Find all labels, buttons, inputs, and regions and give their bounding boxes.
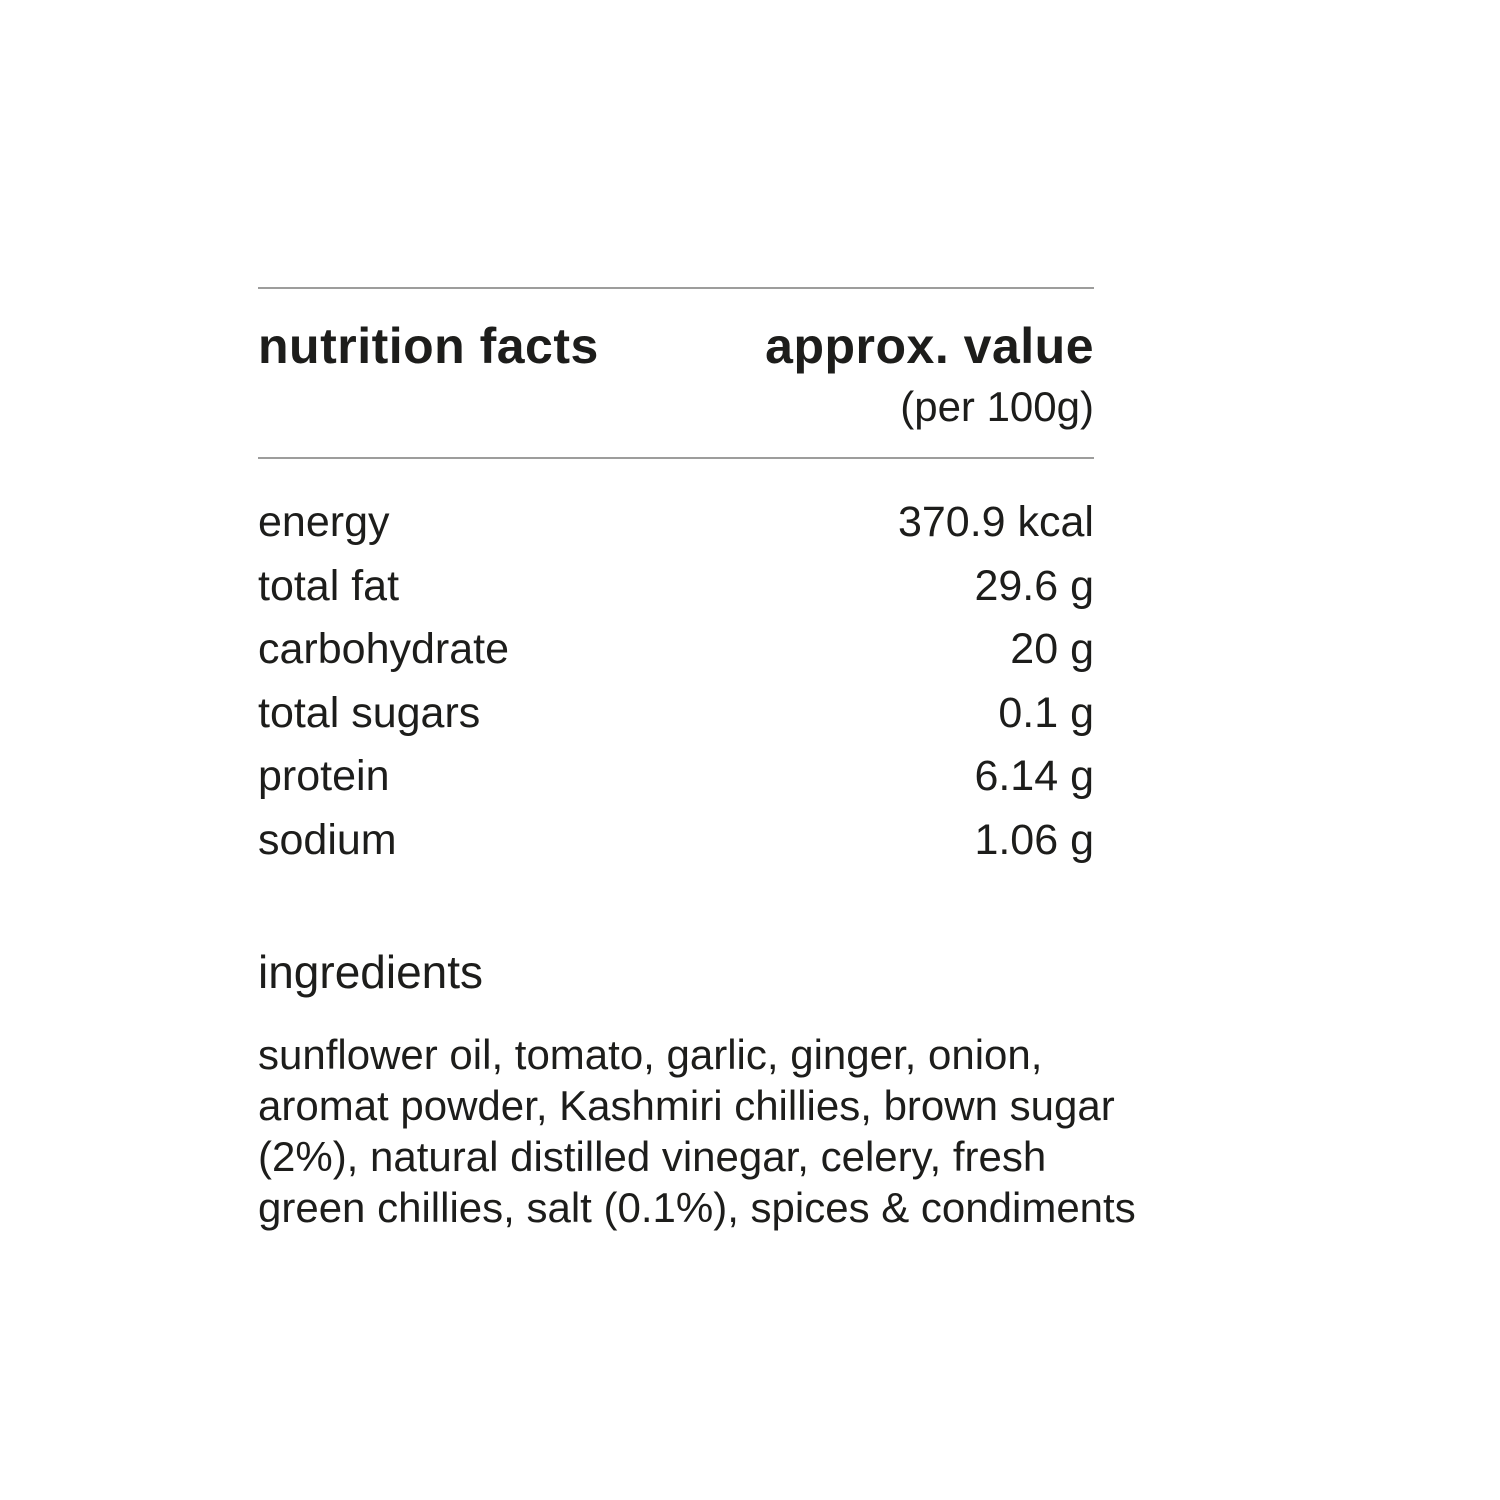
per-100g-subtitle: (per 100g) [900,383,1094,430]
nutrient-label-sodium: sodium [258,815,397,864]
table-row [258,816,1094,880]
ingredients-line: aromat powder, Kashmiri chillies, brown sugar [258,1082,1115,1129]
nutrient-value-carbohydrate: 20 g [1010,625,1094,673]
nutrient-value-protein: 6.14 g [974,752,1094,800]
nutrient-value-total-sugars: 0.1 g [998,688,1094,737]
table-row [258,498,1094,562]
nutrient-label-energy: energy [258,498,390,546]
table-row [258,689,1094,753]
nutrient-value-sodium: 1.06 g [974,815,1094,864]
ingredients-line: green chillies, salt (0.1%), spices & condiments [258,1184,1136,1231]
ingredients-line: (2%), natural distilled vinegar, celery, fresh [258,1133,1047,1180]
nutrient-label-total-sugars: total sugars [258,688,481,737]
approx-value-column-header: approx. value [765,318,1094,374]
nutrient-label-total-fat: total fat [258,561,400,610]
nutrient-label-carbohydrate: carbohydrate [258,625,509,673]
nutrition-label [258,287,1136,1233]
label-header [258,317,1094,375]
table-row [258,752,1094,816]
nutrient-value-total-fat: 29.6 g [974,561,1094,610]
top-divider [258,287,1094,289]
ingredients-text [258,1029,1258,1233]
header-divider [258,457,1094,459]
ingredients-title: ingredients [258,946,484,998]
ingredients-line: sunflower oil, tomato, garlic, ginger, onion, [258,1031,1043,1078]
table-row [258,625,1094,689]
nutrient-table [258,498,1094,879]
nutrient-value-energy: 370.9 kcal [897,498,1094,546]
nutrient-label-protein: protein [258,752,390,800]
table-row [258,562,1094,626]
nutrition-facts-title: nutrition facts [258,318,599,374]
